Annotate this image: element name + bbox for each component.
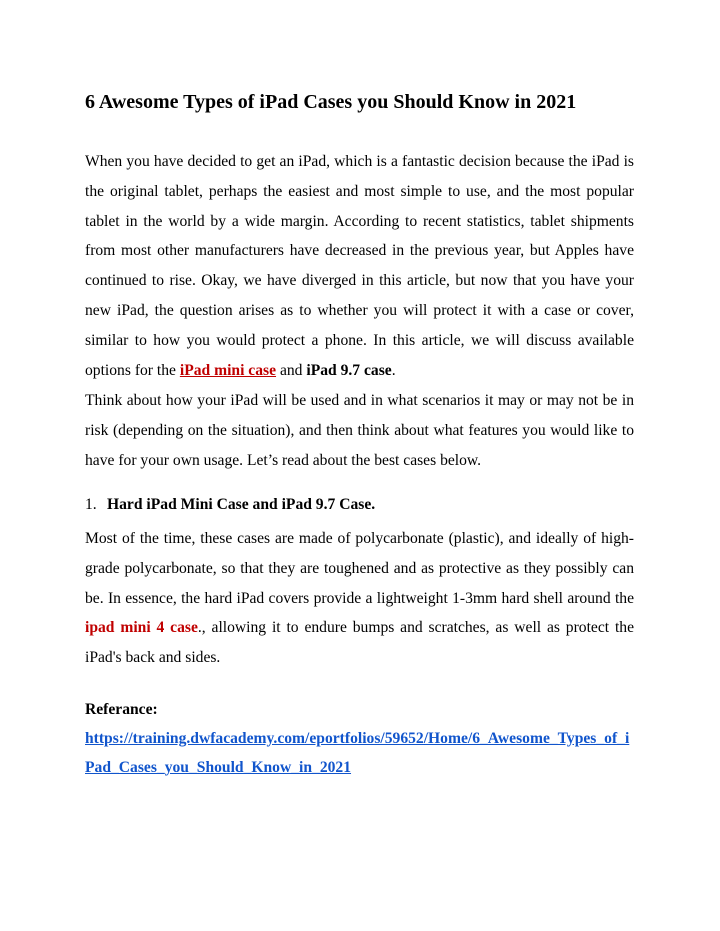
hard-case-paragraph <box>85 524 634 673</box>
ipad-mini-4-case-highlight: ipad mini 4 case <box>85 619 198 637</box>
section-1-heading <box>85 491 634 519</box>
reference-url-link[interactable]: https://training.dwfacademy.com/eportfolios/59652/Home/6_Awesome_Types_of_iPad_Cases_you_Should_Know_in_2021 <box>85 730 630 776</box>
section-1-title: Hard iPad Mini Case and iPad 9.7 Case. <box>107 496 376 513</box>
hard-case-end-text: ., allowing it to endure bumps and scratches, as well as protect the iPad's back and sides. <box>85 619 634 667</box>
section-1-number: 1. <box>85 496 97 513</box>
document-title: 6 Awesome Types of iPad Cases you Should Know in 2021 <box>85 91 577 113</box>
intro-text: When you have decided to get an iPad, which is a fantastic decision because the iPad is the original tablet, perhaps the easiest and most simple to use, and the most popular tablet in the world by a wide margin. According to recent statistics, tablet shipments from most other manufacturers have decreased in the previous year, but Apples have continued to rise. Okay, we have diverged in this article, but now that you have your new iPad, the question arises as to whether you will protect it with a case or cover, similar to how you would protect a phone. In this article, we will discuss available options for the <box>85 153 634 379</box>
ipad-97-case-bold: iPad 9.7 case <box>306 361 392 379</box>
usage-paragraph: Think about how your iPad will be used and in what scenarios it may or may not be in risk (depending on the situation), and then think about what features you would like to have for your own usage. Let’s read about the best cases below. <box>85 392 634 469</box>
intro-paragraph <box>85 147 634 385</box>
reference-label: Referance: <box>85 701 158 718</box>
intro-middle-text: and <box>279 361 307 379</box>
intro-end-text: . <box>391 361 396 379</box>
ipad-mini-case-link[interactable]: iPad mini case <box>179 361 277 379</box>
hard-case-text: Most of the time, these cases are made of polycarbonate (plastic), and ideally of high-grade polycarbonate, so that they are toughened and as protective as they possibly can be. In essence, the hard iPad covers provide a lightweight 1-3mm hard shell around the <box>85 530 634 607</box>
